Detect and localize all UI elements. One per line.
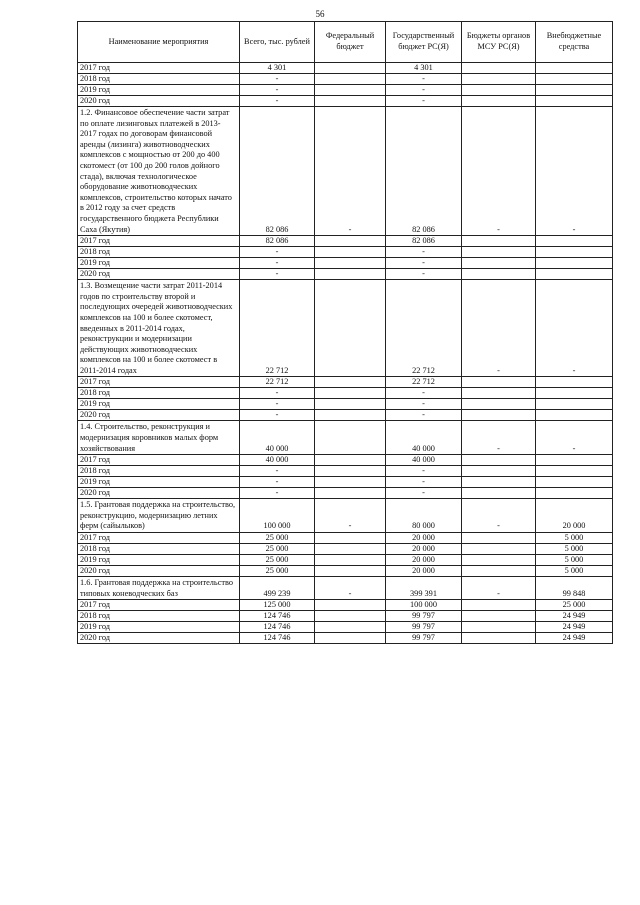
federal-value bbox=[315, 269, 386, 280]
year-label: 2018 год bbox=[78, 388, 240, 399]
extrabudget-value: 5 000 bbox=[536, 533, 613, 544]
year-row bbox=[78, 258, 613, 269]
state-value: 80 000 bbox=[386, 499, 462, 533]
year-label: 2017 год bbox=[78, 236, 240, 247]
municipal-value bbox=[462, 566, 536, 577]
total-value: 4 301 bbox=[240, 63, 315, 74]
municipal-value bbox=[462, 258, 536, 269]
federal-value bbox=[315, 388, 386, 399]
year-row bbox=[78, 455, 613, 466]
extrabudget-value bbox=[536, 269, 613, 280]
federal-value bbox=[315, 410, 386, 421]
measure-row bbox=[78, 577, 613, 600]
measure-row bbox=[78, 107, 613, 236]
col-header-municipal: Бюджеты органов МСУ РС(Я) bbox=[462, 22, 536, 63]
year-row bbox=[78, 533, 613, 544]
year-row bbox=[78, 96, 613, 107]
state-value: 99 797 bbox=[386, 622, 462, 633]
federal-value bbox=[315, 466, 386, 477]
state-value: 99 797 bbox=[386, 611, 462, 622]
total-value: 25 000 bbox=[240, 544, 315, 555]
measure-name: 1.3. Возмещение части затрат 2011-2014 годов по строительству второй и последующих очередей животноводческих комплексов на 100 и более скотомест, введенных в 2011-2014 годах, реконструкции и модернизации действующих животноводческих комплексов на 100 и более скотомест в 2011-2014 годах bbox=[78, 280, 240, 377]
extrabudget-value bbox=[536, 455, 613, 466]
total-value: 25 000 bbox=[240, 555, 315, 566]
measure-name: 1.4. Строительство, реконструкция и модернизация коровников малых форм хозяйствования bbox=[78, 421, 240, 455]
year-label: 2019 год bbox=[78, 399, 240, 410]
municipal-value bbox=[462, 533, 536, 544]
total-value: 124 746 bbox=[240, 622, 315, 633]
extrabudget-value bbox=[536, 477, 613, 488]
federal-value bbox=[315, 544, 386, 555]
year-row bbox=[78, 488, 613, 499]
total-value: - bbox=[240, 247, 315, 258]
federal-value bbox=[315, 600, 386, 611]
extrabudget-value bbox=[536, 488, 613, 499]
federal-value bbox=[315, 455, 386, 466]
total-value: - bbox=[240, 410, 315, 421]
federal-value bbox=[315, 247, 386, 258]
extrabudget-value: 5 000 bbox=[536, 555, 613, 566]
state-value: 40 000 bbox=[386, 455, 462, 466]
federal-value bbox=[315, 477, 386, 488]
measure-row bbox=[78, 421, 613, 455]
year-row bbox=[78, 399, 613, 410]
year-label: 2020 год bbox=[78, 96, 240, 107]
federal-value bbox=[315, 63, 386, 74]
state-value: 99 797 bbox=[386, 633, 462, 644]
extrabudget-value: - bbox=[536, 421, 613, 455]
year-label: 2019 год bbox=[78, 622, 240, 633]
state-value: - bbox=[386, 269, 462, 280]
municipal-value: - bbox=[462, 499, 536, 533]
total-value: - bbox=[240, 258, 315, 269]
municipal-value bbox=[462, 600, 536, 611]
year-row bbox=[78, 236, 613, 247]
federal-value bbox=[315, 399, 386, 410]
municipal-value bbox=[462, 74, 536, 85]
year-label: 2017 год bbox=[78, 377, 240, 388]
total-value: 100 000 bbox=[240, 499, 315, 533]
state-value: - bbox=[386, 477, 462, 488]
municipal-value bbox=[462, 611, 536, 622]
year-label: 2020 год bbox=[78, 269, 240, 280]
state-value: 20 000 bbox=[386, 533, 462, 544]
year-label: 2017 год bbox=[78, 63, 240, 74]
federal-value bbox=[315, 377, 386, 388]
total-value: 82 086 bbox=[240, 107, 315, 236]
extrabudget-value bbox=[536, 258, 613, 269]
municipal-value bbox=[462, 236, 536, 247]
year-label: 2018 год bbox=[78, 611, 240, 622]
total-value: 82 086 bbox=[240, 236, 315, 247]
municipal-value bbox=[462, 63, 536, 74]
municipal-value bbox=[462, 388, 536, 399]
year-row bbox=[78, 85, 613, 96]
state-value: 20 000 bbox=[386, 555, 462, 566]
extrabudget-value: 24 949 bbox=[536, 611, 613, 622]
extrabudget-value bbox=[536, 410, 613, 421]
year-row bbox=[78, 388, 613, 399]
federal-value: - bbox=[315, 577, 386, 600]
extrabudget-value bbox=[536, 466, 613, 477]
total-value: - bbox=[240, 85, 315, 96]
state-value: 100 000 bbox=[386, 600, 462, 611]
measure-row bbox=[78, 280, 613, 377]
federal-value bbox=[315, 533, 386, 544]
municipal-value bbox=[462, 247, 536, 258]
federal-value: - bbox=[315, 499, 386, 533]
total-value: - bbox=[240, 477, 315, 488]
year-label: 2020 год bbox=[78, 633, 240, 644]
extrabudget-value: 24 949 bbox=[536, 633, 613, 644]
federal-value bbox=[315, 566, 386, 577]
col-header-name: Наименование мероприятия bbox=[78, 22, 240, 63]
federal-value bbox=[315, 96, 386, 107]
total-value: 25 000 bbox=[240, 566, 315, 577]
state-value: 20 000 bbox=[386, 544, 462, 555]
year-label: 2018 год bbox=[78, 247, 240, 258]
state-value: - bbox=[386, 96, 462, 107]
municipal-value: - bbox=[462, 280, 536, 377]
state-value: 399 391 bbox=[386, 577, 462, 600]
municipal-value bbox=[462, 488, 536, 499]
col-header-state: Государственный бюджет РС(Я) bbox=[386, 22, 462, 63]
federal-value bbox=[315, 258, 386, 269]
total-value: - bbox=[240, 74, 315, 85]
municipal-value bbox=[462, 269, 536, 280]
state-value: 4 301 bbox=[386, 63, 462, 74]
state-value: - bbox=[386, 74, 462, 85]
total-value: - bbox=[240, 399, 315, 410]
total-value: - bbox=[240, 96, 315, 107]
year-row bbox=[78, 74, 613, 85]
extrabudget-value bbox=[536, 247, 613, 258]
state-value: - bbox=[386, 399, 462, 410]
state-value: 22 712 bbox=[386, 377, 462, 388]
year-row bbox=[78, 611, 613, 622]
year-label: 2018 год bbox=[78, 74, 240, 85]
header-row bbox=[78, 22, 613, 63]
municipal-value: - bbox=[462, 107, 536, 236]
year-label: 2020 год bbox=[78, 410, 240, 421]
year-row bbox=[78, 555, 613, 566]
total-value: 40 000 bbox=[240, 421, 315, 455]
year-label: 2017 год bbox=[78, 533, 240, 544]
total-value: 22 712 bbox=[240, 280, 315, 377]
year-row bbox=[78, 622, 613, 633]
year-row bbox=[78, 544, 613, 555]
year-label: 2020 год bbox=[78, 488, 240, 499]
year-row bbox=[78, 410, 613, 421]
measure-name: 1.6. Грантовая поддержка на строительство типовых коневодческих баз bbox=[78, 577, 240, 600]
total-value: 124 746 bbox=[240, 611, 315, 622]
extrabudget-value bbox=[536, 377, 613, 388]
year-label: 2019 год bbox=[78, 477, 240, 488]
extrabudget-value bbox=[536, 74, 613, 85]
state-value: - bbox=[386, 466, 462, 477]
extrabudget-value bbox=[536, 85, 613, 96]
federal-value bbox=[315, 74, 386, 85]
year-label: 2019 год bbox=[78, 85, 240, 96]
extrabudget-value: 25 000 bbox=[536, 600, 613, 611]
extrabudget-value bbox=[536, 399, 613, 410]
municipal-value bbox=[462, 377, 536, 388]
municipal-value bbox=[462, 555, 536, 566]
total-value: 25 000 bbox=[240, 533, 315, 544]
total-value: 499 239 bbox=[240, 577, 315, 600]
total-value: 125 000 bbox=[240, 600, 315, 611]
federal-value: - bbox=[315, 107, 386, 236]
year-label: 2017 год bbox=[78, 455, 240, 466]
federal-value bbox=[315, 622, 386, 633]
total-value: - bbox=[240, 466, 315, 477]
state-value: - bbox=[386, 388, 462, 399]
year-label: 2020 год bbox=[78, 566, 240, 577]
federal-value bbox=[315, 85, 386, 96]
total-value: - bbox=[240, 269, 315, 280]
federal-value bbox=[315, 421, 386, 455]
year-row bbox=[78, 63, 613, 74]
municipal-value bbox=[462, 622, 536, 633]
municipal-value: - bbox=[462, 577, 536, 600]
federal-value bbox=[315, 633, 386, 644]
municipal-value bbox=[462, 96, 536, 107]
state-value: - bbox=[386, 247, 462, 258]
total-value: - bbox=[240, 388, 315, 399]
total-value: 124 746 bbox=[240, 633, 315, 644]
year-row bbox=[78, 377, 613, 388]
state-value: 82 086 bbox=[386, 236, 462, 247]
total-value: 22 712 bbox=[240, 377, 315, 388]
extrabudget-value bbox=[536, 63, 613, 74]
extrabudget-value: 24 949 bbox=[536, 622, 613, 633]
municipal-value bbox=[462, 466, 536, 477]
year-label: 2018 год bbox=[78, 544, 240, 555]
municipal-value bbox=[462, 410, 536, 421]
year-label: 2017 год bbox=[78, 600, 240, 611]
municipal-value bbox=[462, 85, 536, 96]
year-row bbox=[78, 633, 613, 644]
state-value: - bbox=[386, 85, 462, 96]
year-label: 2018 год bbox=[78, 466, 240, 477]
state-value: 82 086 bbox=[386, 107, 462, 236]
municipal-value: - bbox=[462, 421, 536, 455]
total-value: - bbox=[240, 488, 315, 499]
extrabudget-value: - bbox=[536, 280, 613, 377]
federal-value bbox=[315, 236, 386, 247]
year-row bbox=[78, 247, 613, 258]
state-value: - bbox=[386, 258, 462, 269]
financing-table bbox=[77, 21, 613, 644]
year-row bbox=[78, 466, 613, 477]
col-header-total: Всего, тыс. рублей bbox=[240, 22, 315, 63]
col-header-extrabudget: Внебюджетные средства bbox=[536, 22, 613, 63]
municipal-value bbox=[462, 633, 536, 644]
extrabudget-value: 5 000 bbox=[536, 566, 613, 577]
year-label: 2019 год bbox=[78, 555, 240, 566]
extrabudget-value bbox=[536, 96, 613, 107]
measure-name: 1.2. Финансовое обеспечение части затрат по оплате лизинговых платежей в 2013-2017 годах по договорам финансовой аренды (лизинга) животноводческих комплексов с мощностью от 200 до 400 скотомест (от 100 до 200 голов дойного стада), включая технологическое оборудование животноводческих комплексов, строительство которых начато в 2012 году за счет средств государственного бюджета Республики Саха (Якутия) bbox=[78, 107, 240, 236]
state-value: 20 000 bbox=[386, 566, 462, 577]
year-row bbox=[78, 600, 613, 611]
measure-row bbox=[78, 499, 613, 533]
municipal-value bbox=[462, 544, 536, 555]
extrabudget-value bbox=[536, 236, 613, 247]
federal-value bbox=[315, 280, 386, 377]
col-header-federal: Федеральный бюджет bbox=[315, 22, 386, 63]
year-label: 2019 год bbox=[78, 258, 240, 269]
page-number: 56 bbox=[315, 9, 325, 19]
year-row bbox=[78, 566, 613, 577]
municipal-value bbox=[462, 477, 536, 488]
extrabudget-value: 20 000 bbox=[536, 499, 613, 533]
year-row bbox=[78, 269, 613, 280]
year-row bbox=[78, 477, 613, 488]
extrabudget-value: 99 848 bbox=[536, 577, 613, 600]
federal-value bbox=[315, 555, 386, 566]
state-value: - bbox=[386, 410, 462, 421]
measure-name: 1.5. Грантовая поддержка на строительство, реконструкцию, модернизацию летних ферм (сайылыков) bbox=[78, 499, 240, 533]
federal-value bbox=[315, 611, 386, 622]
extrabudget-value: - bbox=[536, 107, 613, 236]
state-value: 40 000 bbox=[386, 421, 462, 455]
municipal-value bbox=[462, 399, 536, 410]
state-value: - bbox=[386, 488, 462, 499]
state-value: 22 712 bbox=[386, 280, 462, 377]
extrabudget-value bbox=[536, 388, 613, 399]
total-value: 40 000 bbox=[240, 455, 315, 466]
municipal-value bbox=[462, 455, 536, 466]
federal-value bbox=[315, 488, 386, 499]
extrabudget-value: 5 000 bbox=[536, 544, 613, 555]
